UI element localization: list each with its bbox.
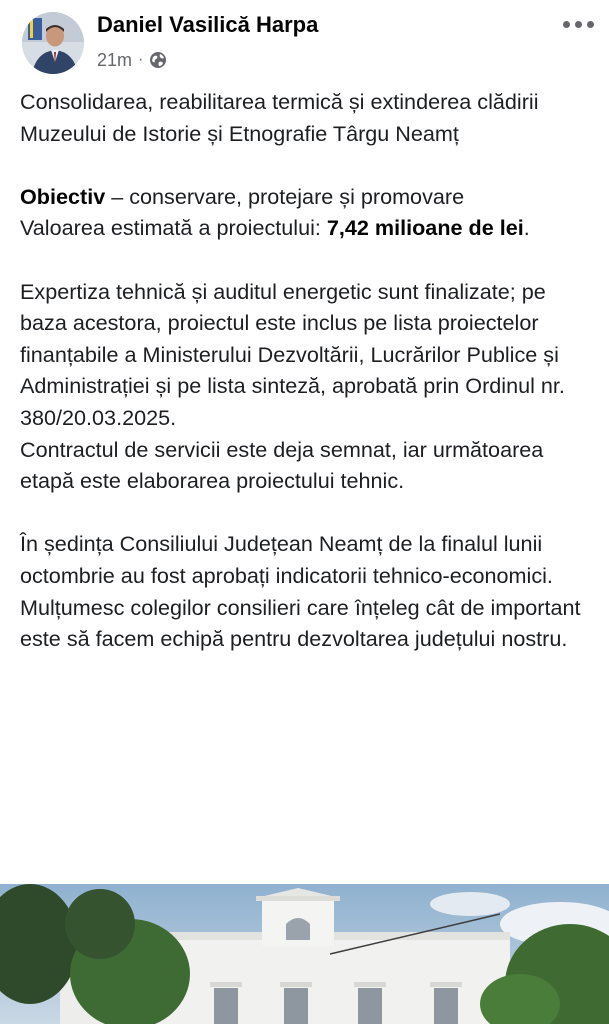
avatar[interactable] [22, 12, 84, 74]
post-text [20, 86, 592, 655]
post-header [0, 0, 609, 80]
value-end: . [523, 215, 530, 241]
objective-label: Obiectiv [20, 183, 106, 209]
post-timestamp[interactable]: 21m [97, 49, 133, 70]
avatar-photo [22, 12, 84, 74]
post-photo[interactable] [0, 884, 609, 1024]
post-paragraph-thanks: Mulțumesc colegilor consilieri care înțeleg cât de important este să facem echipă pentru dezvoltarea județului nostru. [20, 594, 581, 652]
post-paragraph-expertise: Expertiza tehnică și auditul energetic sunt finalizate; pe baza acestora, proiectul este inclus pe lista proiectelor finanțabile a Ministerului Dezvoltării, Lucrărilor Publice și Administrației și pe lista sinteză, aprobată prin Ordinul nr. 380/20.03.2025. [20, 278, 565, 430]
objective-text: – conservare, protejare și promovare [105, 183, 465, 209]
post-paragraph-council: În ședința Consiliului Județean Neamț de la finalul lunii octombrie au fost aprobați indicatorii tehnico-economici. [20, 531, 553, 588]
meta-separator: · [138, 51, 144, 68]
post-paragraph-contract: Contractul de servicii este deja semnat, iar următoarea etapă este elaborarea proiectului tehnic. [20, 436, 544, 494]
post-meta [97, 47, 167, 73]
post-paragraph-objective [20, 181, 592, 213]
more-options-icon[interactable] [556, 8, 600, 40]
author-name[interactable]: Daniel Vasilică Harpa [97, 12, 319, 37]
globe-icon[interactable] [149, 51, 167, 69]
post-paragraph-value [20, 212, 592, 244]
value-text: Valoarea estimată a proiectului: [20, 215, 327, 241]
value-amount: 7,42 milioane de lei [326, 215, 524, 241]
post-paragraph-title: Consolidarea, reabilitarea termică și extinderea clădirii Muzeului de Istorie și Etnografie Târgu Neamț [20, 89, 539, 146]
